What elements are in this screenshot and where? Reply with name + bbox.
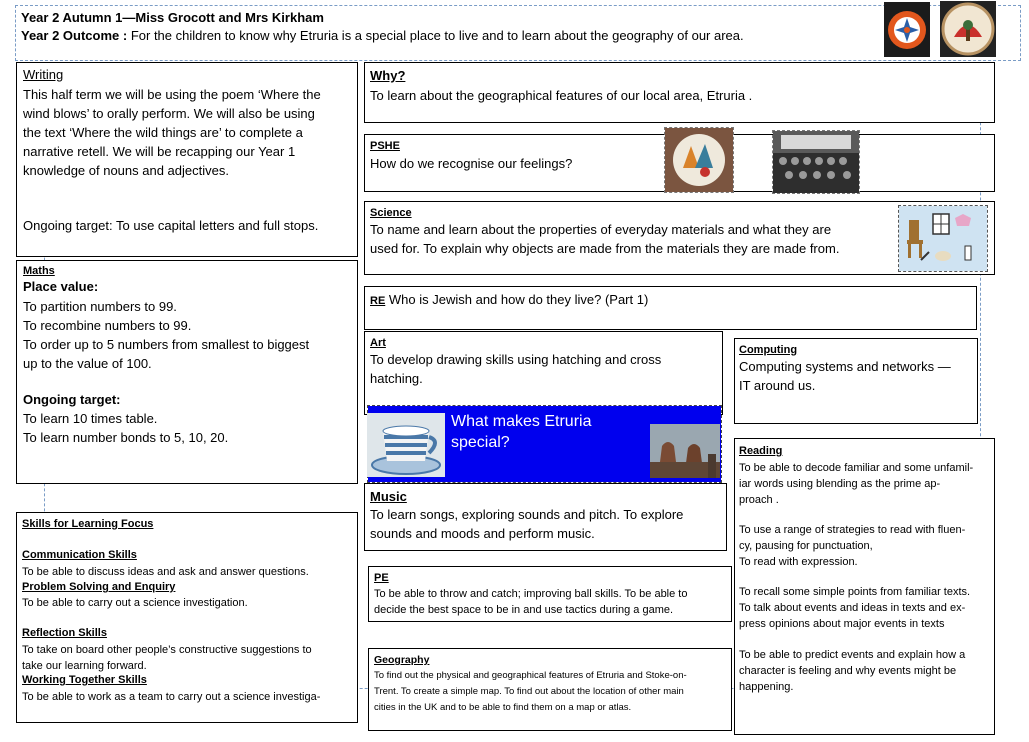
reading-line: To be able to predict events and explain how a: [739, 649, 966, 661]
group-photo: [773, 131, 859, 193]
music-line: sounds and moods and perform music.: [370, 526, 595, 541]
computing-heading: Computing: [739, 344, 798, 356]
reading-block-1: [739, 460, 973, 508]
re-heading: RE: [370, 295, 386, 307]
writing-line: wind blows’ to orally perform. We will also be using: [23, 106, 315, 121]
music-text: [370, 505, 683, 543]
maths-line: up to the value of 100.: [23, 356, 152, 371]
science-text: [370, 220, 839, 258]
why-text: To learn about the geographical features of our local area, Etruria .: [370, 88, 753, 103]
geography-text: [374, 668, 687, 716]
computing-line: Computing systems and networks —: [739, 359, 951, 374]
reading-line: character is feeling and why events might be: [739, 665, 957, 677]
art-text: [370, 350, 661, 388]
striped-teacup-photo: [367, 413, 445, 477]
writing-line: the text ‘Where the wild things are’ to complete a: [23, 125, 303, 140]
music-heading: Music: [370, 489, 407, 504]
pe-line: To be able to throw and catch; improving ball skills. To be able to: [374, 588, 688, 600]
science-heading: Science: [370, 207, 412, 219]
reading-line: To recall some simple points from familiar texts.: [739, 586, 971, 598]
why-heading: Why?: [370, 68, 406, 83]
art-line: hatching.: [370, 371, 423, 386]
reading-line: cy, pausing for punctuation,: [739, 540, 873, 552]
banner-title: [451, 411, 591, 453]
problem-text: To be able to carry out a science investigation.: [22, 597, 248, 609]
banner-line: What makes Etruria: [451, 413, 592, 430]
bottle-kilns-photo: [650, 424, 720, 478]
wall-plaque-photo: [665, 128, 733, 192]
communication-text: To be able to discuss ideas and ask and answer questions.: [22, 566, 309, 578]
reading-line: To read with expression.: [739, 556, 858, 568]
reading-block-3: [739, 584, 970, 632]
maths-line: To order up to 5 numbers from smallest to biggest: [23, 337, 310, 352]
writing-target: Ongoing target: To use capital letters and full stops.: [23, 218, 319, 233]
maths-line: To partition numbers to 99.: [23, 299, 177, 314]
reflection-line: take our learning forward.: [22, 660, 147, 672]
maths-target-heading: Ongoing target:: [23, 392, 121, 407]
re-line: [370, 292, 648, 307]
writing-heading: Writing: [23, 67, 64, 82]
art-line: To develop drawing skills using hatching and cross: [370, 352, 662, 367]
plate-emblem-icon: [940, 1, 996, 57]
together-text: To be able to work as a team to carry out a science investiga-: [22, 691, 321, 703]
communication-heading: Communication Skills: [22, 549, 137, 561]
reading-line: proach .: [739, 494, 779, 506]
music-line: To learn songs, exploring sounds and pitch. To explore: [370, 507, 684, 522]
everyday-objects-clipart: [899, 206, 987, 271]
outcome-text: For the children to know why Etruria is a special place to live and to learn about the geography of our area.: [127, 28, 744, 43]
skills-heading: Skills for Learning Focus: [22, 518, 154, 530]
reading-block-4: [739, 647, 965, 695]
reflection-line: To take on board other people’s constructive suggestions to: [22, 644, 312, 656]
reading-line: To use a range of strategies to read with fluen-: [739, 524, 966, 536]
maths-target-text: [23, 409, 228, 447]
pshe-text: How do we recognise our feelings?: [370, 156, 573, 171]
reading-line: To be able to decode familiar and some unfamil-: [739, 462, 974, 474]
writing-text: [23, 85, 321, 180]
writing-line: narrative retell. We will be recapping our Year 1: [23, 144, 296, 159]
geography-line: Trent. To create a simple map. To find out about the location of other main: [374, 686, 684, 697]
art-heading: Art: [370, 337, 386, 349]
science-line: used for. To explain why objects are made from the materials they are made from.: [370, 241, 840, 256]
re-text: Who is Jewish and how do they live? (Part 1): [385, 292, 649, 307]
writing-line: knowledge of nouns and adjectives.: [23, 163, 229, 178]
reflection-heading: Reflection Skills: [22, 627, 107, 639]
reading-heading: Reading: [739, 445, 783, 457]
computing-text: [739, 357, 951, 395]
pe-line: decide the best space to be in and use tactics during a game.: [374, 604, 674, 616]
together-heading: Working Together Skills: [22, 674, 147, 686]
reading-line: To talk about events and ideas in texts and ex-: [739, 602, 966, 614]
maths-target-line: To learn 10 times table.: [23, 411, 158, 426]
reading-block-2: [739, 522, 965, 570]
maths-heading: Maths: [23, 265, 55, 277]
reading-line: happening.: [739, 681, 794, 693]
maths-subheading: Place value:: [23, 279, 99, 294]
problem-heading: Problem Solving and Enquiry: [22, 581, 176, 593]
pe-text: [374, 586, 687, 618]
geography-line: To find out the physical and geographical features of Etruria and Stoke-on-: [374, 670, 687, 681]
geography-line: cities in the UK and to be able to find them on a map or atlas.: [374, 702, 632, 713]
page-title: Year 2 Autumn 1—Miss Grocott and Mrs Kirkham: [21, 10, 324, 25]
science-line: To name and learn about the properties of everyday materials and what they are: [370, 222, 832, 237]
computing-line: IT around us.: [739, 378, 816, 393]
maths-target-line: To learn number bonds to 5, 10, 20.: [23, 430, 229, 445]
school-badge-icon: [884, 2, 930, 57]
outcome-line: [21, 28, 744, 43]
banner-line: special?: [451, 434, 510, 451]
maths-line: To recombine numbers to 99.: [23, 318, 192, 333]
maths-text: [23, 297, 309, 373]
pshe-heading: PSHE: [370, 140, 400, 152]
reading-line: press opinions about major events in texts: [739, 618, 945, 630]
geography-heading: Geography: [374, 654, 430, 666]
outcome-label: Year 2 Outcome :: [21, 28, 128, 43]
reading-line: iar words using blending as the prime ap-: [739, 478, 941, 490]
writing-line: This half term we will be using the poem ‘Where the: [23, 87, 321, 102]
pe-heading: PE: [374, 572, 389, 584]
reflection-text: [22, 642, 312, 674]
